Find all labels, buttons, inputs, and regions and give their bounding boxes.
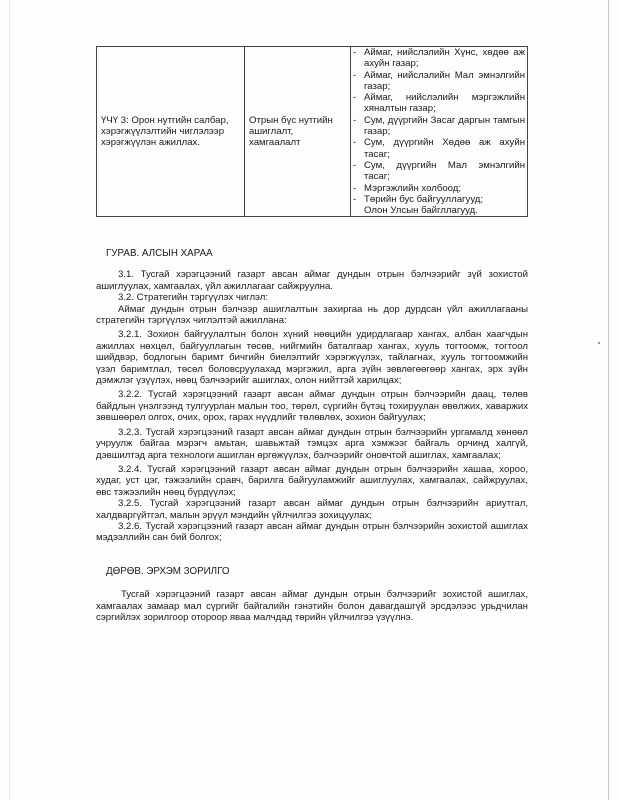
responsibility-table <box>96 46 528 217</box>
paragraph-3-2-intro: Аймаг дундын отрын бэлчээр ашиглалтын захиргаа нь дор дурдсан үйл ажиллагааны стратегийн тэргүүлэх чиглэлтэй ажиллана: <box>96 303 528 327</box>
list-item: - Аймаг, нийслэлийн Хүнс, хөдөө аж ахуйн газар; <box>351 47 525 70</box>
list-item: - Сум, дүүргийн Мал эмнэлгийн тасаг; <box>351 160 525 183</box>
paragraph-3-2-5: 3.2.5. Тусгай хэрэгцээний газарт авсан аймаг дундын отрын бэлчээрийн ариутгал, халдваргүйтгэл, малын эрүүл мэндийн үйлчилгээ зохицуулах; <box>96 498 528 521</box>
table-cell-stakeholders <box>351 47 528 217</box>
list-item: Олон Улсын байгллагууд. <box>364 205 478 217</box>
paragraph-3-1: 3.1. Тусгай хэрэгцээний газарт авсан аймаг дундын отрын бэлчээрийг зүй зохистой ашиглуулах, хамгаалах, үйл ажиллагааг сайжруулна. <box>96 269 528 292</box>
list-item: - Аймаг, нийслэлийн мэргэжлийн хяналтын газар; <box>351 92 525 115</box>
table-cell-area: Отрын бүс нутгийн ашиглалт, хамгаалалт <box>245 47 351 217</box>
paragraph-3-2-2: 3.2.2. Тусгай хэрэгцээний газарт авсан аймаг дундын отрын бэлчээрийн даац, төлөв байдлын үнэлгээнд тулгуурлан малын тоо, төрөл, сүргийн бүтэц тохируулан өвөлжих, хаваржих зөвшөөрөл олгох, очих, орох, гарах нүүдлийг төлөвлөх, зохион байгуулах; <box>96 389 528 424</box>
list-item: - Төрийн бус байгууллагууд; <box>351 194 525 205</box>
document-body <box>96 248 528 623</box>
section-title-vision: ГУРАВ. АЛСЫН ХАРАА <box>106 248 213 259</box>
paragraph-3-2-6: 3.2.6. Тусгай хэрэгцээний газарт авсан аймаг дундын отрын бэлчээрийн зохистой ашиглах мэдээллийн сан бий болгох; <box>96 520 528 544</box>
paragraph-mission: Тусгай хэрэгцээний газарт авсан аймаг дундын отрын бэлчээрийг зохистой ашиглах, хамгаалах замаар мал сүргийг байгалийн гэнэтийн болон давагдашгүй эрсдэлээс урьдчилан сэргийлэх зорилгоор отороор яваа малчдад төрийн үйлчилгээ үзүүлнэ. <box>96 589 528 623</box>
paragraph-3-2: 3.2. Стратегийн тэргүүлэх чиглэл: <box>118 292 269 304</box>
scan-speck <box>598 342 600 344</box>
list-item: - Аймаг, нийслэлийн Мал эмнэлгийн газар; <box>351 70 525 93</box>
stakeholder-list <box>351 47 525 216</box>
section-title-mission: ДӨРӨВ. ЭРХЭМ ЗОРИЛГО <box>106 565 230 577</box>
page-edge-left <box>9 0 10 800</box>
paragraph-3-2-4: 3.2.4. Тусгай хэрэгцээний газарт авсан аймаг дундын отрын бэлчээрийн хашаа, хороо, худаг, уст цэг, тэжээлийн сравч, барилга байгууламжийг ашиглуулах, хамгаалах, сайжруулах, өвс тэжээлийн нөөц бүрдүүлэх; <box>96 463 528 498</box>
page-edge-right <box>608 0 609 800</box>
list-item: - Мэргэжлийн холбоод; <box>351 183 525 194</box>
list-item: - Сум, дүүргийн Засаг даргын тамгын газар; <box>351 115 525 138</box>
paragraph-3-2-1: 3.2.1. Зохион байгуулалтын болон хүний нөөцийн удирдлагаар хангах, албан хаагчдын ажиллах нөхцөл, байгууллагын төсөв, нийгмийн баталгаар хангах, хууль тогтоомж, тогтоол шийдвэр, бодлогын баримт бичгийн биелэлтийг хэрэгжүүлэх, тайлагнах, хууль тогтоомжийн үзэл баримтлал, төсөл боловсруулахад мэргэжил, арга зүйн зөвлөгөөгөөр хангах, эрх зүйн дэмжлэг үзүүлэх, нөөц бэлчээрийг ашиглах, олон нийттэй харилцах; <box>96 329 528 387</box>
table-row <box>97 47 528 217</box>
paragraph-3-2-3: 3.2.3. Тусгай хэрэгцээний газарт авсан аймаг дундын отрын бэлчээрийн ургамалд хөнөөл учруулж байгаа мэрэгч амьтан, шавьжтай тэмцэх арга хэмжээг байгаль орчинд халгүй, дэвшилтэд арга технологи ашиглан өргөжүүлэх, бэлчээрийг оновчтой ашиглах, хамгаалах; <box>96 426 528 461</box>
list-item: - Сум, дүүргийн Хөдөө аж ахуйн тасаг; <box>351 137 525 160</box>
table-cell-objective: ҮЧҮ 3: Орон нутгийн салбар, хэрэгжүүлэлтийн чиглэлээр хэрэгжүүлэн ажиллах. <box>97 47 245 217</box>
